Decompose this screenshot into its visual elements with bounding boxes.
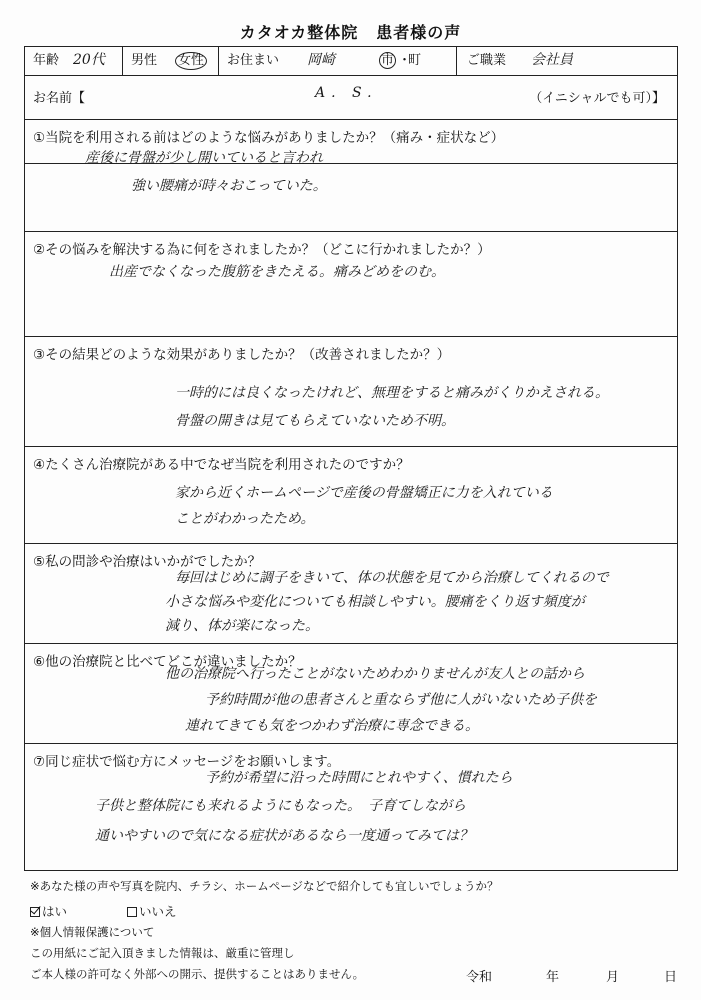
question-6-answer-line-2: 予約時間が他の患者さんと重ならず他に人がいないため子供を bbox=[205, 692, 597, 708]
name-hint: （イニシャルでも可）】 bbox=[529, 91, 665, 106]
question-3-answer-line-1: 一時的には良くなったけれど、無理をすると痛みがくりかえされる。 bbox=[175, 385, 609, 401]
question-1[interactable] bbox=[25, 120, 677, 232]
question-7[interactable] bbox=[25, 744, 677, 872]
date-era: 令和 bbox=[466, 970, 493, 985]
question-6[interactable] bbox=[25, 644, 677, 744]
question-2[interactable] bbox=[25, 232, 677, 337]
age-cell[interactable] bbox=[25, 47, 123, 76]
question-7-title: ⑦同じ症状で悩む方にメッセージをお願いします。 bbox=[33, 754, 341, 770]
question-2-answer-line-1: 出産でなくなった腹筋をきたえる。痛みどめをのむ。 bbox=[109, 264, 445, 280]
question-1-answer-line-1: 産後に骨盤が少し開いていると言われ bbox=[85, 150, 323, 166]
question-1-title: ①当院を利用される前はどのような悩みがありましたか？（痛み・症状など） bbox=[33, 130, 505, 146]
privacy-title: ※個人情報保護について bbox=[30, 925, 155, 939]
job-value: 会社員 bbox=[531, 52, 573, 68]
question-5-title: ⑤私の問診や治療はいかがでしたか？ bbox=[33, 554, 262, 570]
form-title bbox=[0, 20, 701, 43]
address-cell[interactable] bbox=[219, 47, 457, 76]
question-7-answer-line-3: 通いやすいので気になる症状があるなら一度通ってみては？ bbox=[95, 828, 473, 844]
address-label: お住まい bbox=[227, 53, 280, 68]
consent-no-label: いいえ bbox=[139, 904, 177, 919]
address-shi-marker bbox=[379, 52, 396, 69]
question-6-title: ⑥他の治療院と比べてどこが違いましたか？ bbox=[33, 654, 302, 670]
question-4[interactable] bbox=[25, 447, 677, 544]
checkbox-empty-icon[interactable] bbox=[127, 907, 137, 917]
gender-female-option[interactable] bbox=[175, 52, 207, 70]
job-label: ご職業 bbox=[467, 53, 507, 68]
job-cell[interactable] bbox=[457, 47, 679, 76]
date-year-label: 年 bbox=[546, 970, 560, 985]
consent-options bbox=[30, 902, 177, 920]
question-7-answer-line-2: 子供と整体院にも来れるようにもなった。 子育てしながら bbox=[95, 798, 466, 814]
question-4-answer-line-1: 家から近くホームページで産後の骨盤矯正に力を入れている bbox=[175, 485, 553, 501]
age-label: 年齢 bbox=[33, 53, 60, 68]
question-3[interactable] bbox=[25, 337, 677, 447]
age-value: 20代 bbox=[73, 52, 105, 68]
question-4-title: ④たくさん治療院がある中でなぜ当院を利用されたのですか？ bbox=[33, 457, 410, 473]
question-5-answer-line-3: 減り、体が楽になった。 bbox=[165, 618, 319, 634]
form-subtitle: 患者様の声 bbox=[376, 23, 462, 42]
patient-info-row bbox=[25, 47, 677, 76]
name-value: A. S. bbox=[315, 85, 378, 101]
gender-cell[interactable] bbox=[123, 47, 219, 76]
question-3-answer-line-2: 骨盤の開きは見てもらえていないため不明。 bbox=[175, 413, 455, 429]
question-5[interactable] bbox=[25, 544, 677, 644]
address-shi-label: 市 bbox=[380, 53, 394, 68]
question-7-answer-line-1: 予約が希望に沿った時間にとれやすく、慣れたら bbox=[205, 770, 513, 786]
consent-no-option[interactable] bbox=[127, 904, 177, 919]
privacy-line-1: この用紙にご記入頂きました情報は、厳重に管理し bbox=[30, 946, 295, 960]
consent-yes-label: はい bbox=[42, 904, 68, 919]
question-1-answer-line-2: 強い腰痛が時々おこっていた。 bbox=[131, 178, 327, 194]
question-6-answer-line-1: 他の治療院へ行ったことがないためわかりませんが友人との話から bbox=[165, 666, 585, 682]
address-city-value: 岡崎 bbox=[307, 52, 335, 68]
date-month-label: 月 bbox=[606, 970, 620, 985]
survey-form bbox=[24, 46, 678, 871]
privacy-line-2: ご本人様の許可なく外部への開示、提供することはありません。 bbox=[30, 967, 365, 981]
question-4-answer-line-2: ことがわかったため。 bbox=[175, 511, 315, 527]
date-day-label: 日 bbox=[664, 970, 678, 985]
name-label: お名前【 bbox=[33, 91, 86, 106]
gender-male-option[interactable]: 男性 bbox=[131, 53, 158, 68]
question-5-answer-line-1: 毎回はじめに調子をきいて、体の状態を見てから治療してくれるので bbox=[175, 570, 609, 586]
gender-female-label: 女性 bbox=[175, 52, 207, 70]
address-cho-label: 町 bbox=[408, 53, 422, 68]
clinic-name: カタオカ整体院 bbox=[239, 23, 359, 42]
question-5-answer-line-2: 小さな悩みや変化についても相談しやすい。腰痛をくり返す頻度が bbox=[165, 594, 585, 610]
consent-yes-option[interactable] bbox=[30, 904, 67, 919]
checkbox-checked-icon[interactable] bbox=[30, 907, 40, 917]
question-3-title: ③その結果どのような効果がありましたか？（改善されましたか？） bbox=[33, 347, 451, 363]
address-separator: ・ bbox=[398, 53, 412, 68]
question-2-title: ②その悩みを解決する為に何をされましたか？（どこに行かれましたか？） bbox=[33, 242, 491, 258]
consent-question: ※あなた様の声や写真を院内、チラシ、ホームページなどで紹介しても宜しいでしょうか？ bbox=[30, 879, 499, 893]
question-6-answer-line-3: 連れてきても気をつかわず治療に専念できる。 bbox=[185, 718, 479, 734]
